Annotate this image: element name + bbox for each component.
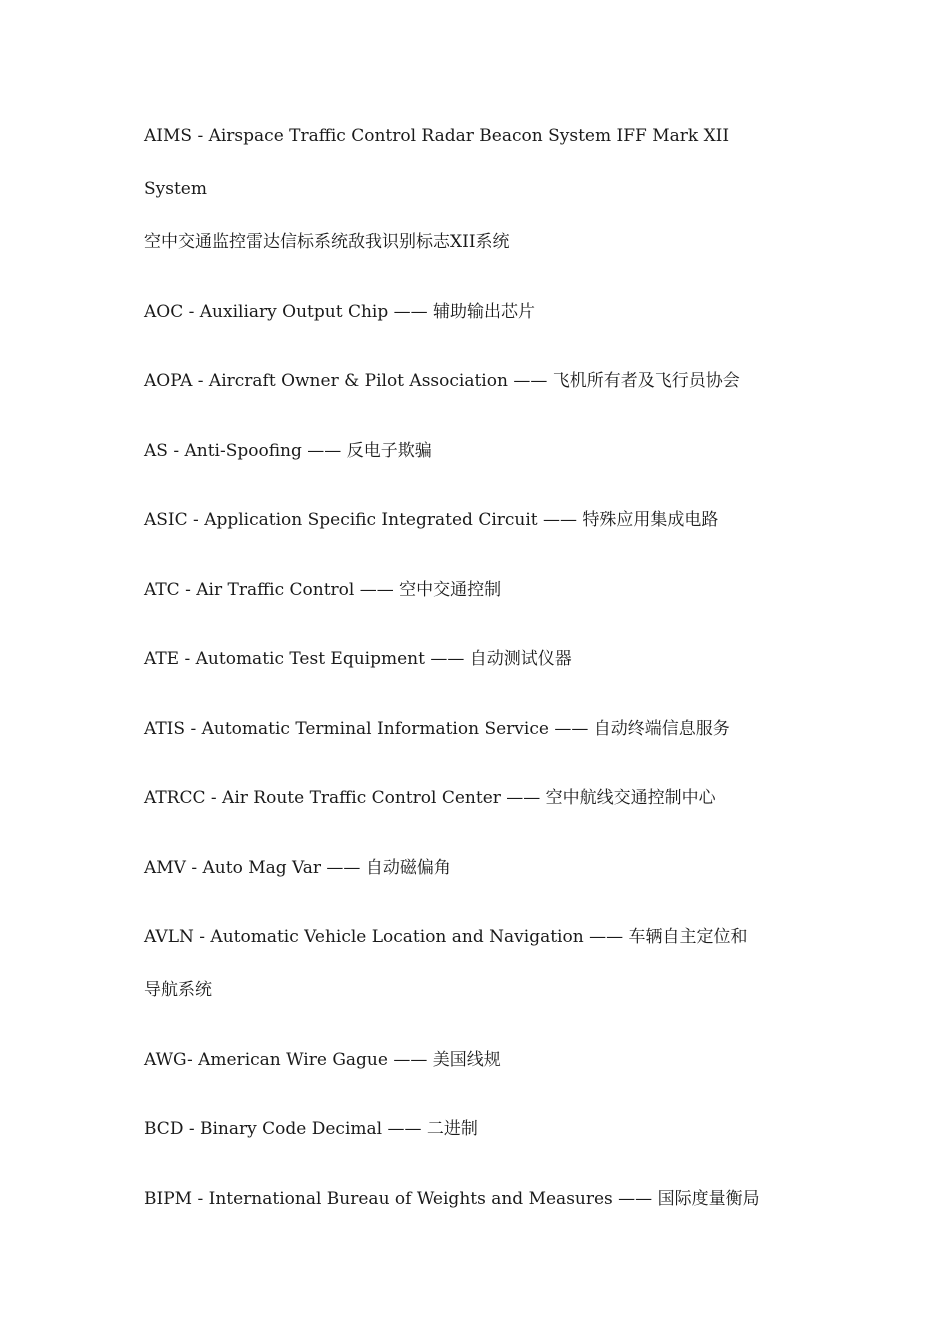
entry-aoc: AOC - Auxiliary Output Chip —— 辅助输出芯片: [144, 302, 536, 322]
entry-amv: AMV - Auto Mag Var —— 自动磁偏角: [144, 858, 451, 878]
entry-avln-line2: 导航系统: [144, 980, 212, 1000]
entry-awg: AWG- American Wire Gague —— 美国线规: [144, 1050, 501, 1070]
entry-as: AS - Anti-Spoofing —— 反电子欺骗: [144, 441, 432, 461]
entry-avln-line1: AVLN - Automatic Vehicle Location and Navigation —— 车辆自主定位和: [144, 927, 748, 947]
entry-aopa: AOPA - Aircraft Owner & Pilot Association —— 飞机所有者及飞行员协会: [144, 371, 740, 391]
entry-bipm: BIPM - International Bureau of Weights and Measures —— 国际度量衡局: [144, 1189, 760, 1209]
entry-atrcc: ATRCC - Air Route Traffic Control Center —— 空中航线交通控制中心: [144, 788, 716, 808]
entry-ate: ATE - Automatic Test Equipment —— 自动测试仪器: [144, 649, 572, 669]
entry-bcd: BCD - Binary Code Decimal —— 二进制: [144, 1119, 478, 1139]
entry-aims-line3: 空中交通监控雷达信标系统敌我识别标志XII系统: [144, 232, 510, 252]
entry-aims-line2: System: [144, 179, 207, 199]
entry-asic: ASIC - Application Specific Integrated Circuit —— 特殊应用集成电路: [144, 510, 719, 530]
entry-atc: ATC - Air Traffic Control —— 空中交通控制: [144, 580, 502, 600]
entry-aims-line1: AIMS - Airspace Traffic Control Radar Beacon System IFF Mark XII: [144, 126, 730, 146]
entry-atis: ATIS - Automatic Terminal Information Service —— 自动终端信息服务: [144, 719, 730, 739]
